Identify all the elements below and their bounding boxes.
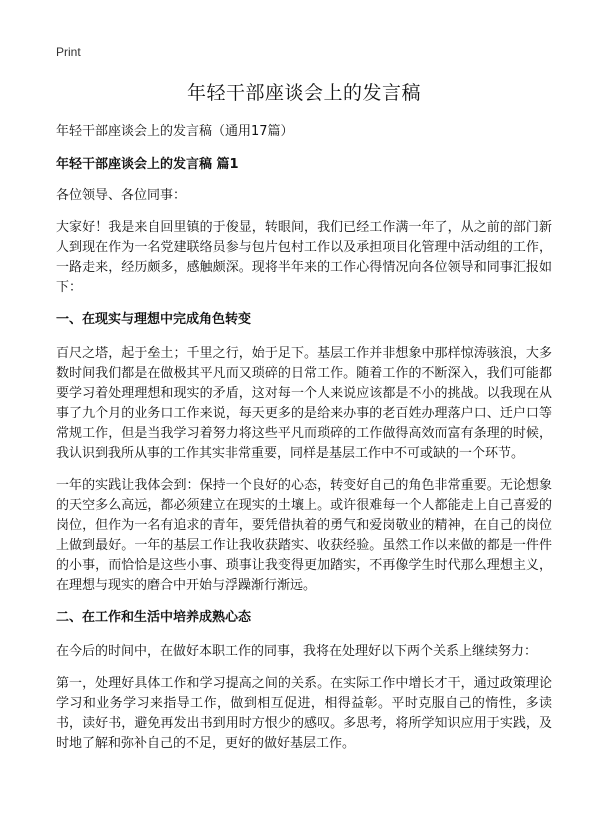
document-title: 年轻干部座谈会上的发言稿 (186, 82, 421, 104)
body-paragraph-3: 在今后的时间中，在做好本职工作的同事，我将在处理好以下两个关系上继续努力： (56, 644, 538, 659)
heading-mature-mindset: 二、在工作和生活中培养成熟心态 (56, 610, 252, 625)
print-label[interactable]: Print (56, 45, 81, 59)
greeting-paragraph: 各位领导、各位同事： (56, 188, 187, 203)
section-title: 年轻干部座谈会上的发言稿 篇1 (56, 157, 239, 172)
heading-role-change: 一、在现实与理想中完成角色转变 (56, 312, 252, 327)
body-paragraph-4: 第一，处理好具体工作和学习提高之间的关系。在实际工作中增长才干，通过政策理论学习和业务学习来指导工作，做到相互促进，相得益彰。平时克服自己的惰性，多读书，读好书，避免再发出书到用时方恨少的感叹。多思考，将所学知识应用于实践，及时地了解和弥补自己的不足，更好的做好基层工作。 (56, 676, 552, 751)
intro-paragraph: 大家好！我是来自回里镇的于俊显，转眼间，我们已经工作满一年了，从之前的部门新人到现在作为一名党建联络员参与包片包村工作以及承担项目化管理中活动组的工作，一路走来，经历颇多，感触颇深。现将半年来的工作心得情况向各位领导和同事汇报如下： (56, 220, 552, 295)
document-subtitle: 年轻干部座谈会上的发言稿（通用17篇） (56, 124, 294, 139)
body-paragraph-2: 一年的实践让我体会到：保持一个良好的心态，转变好自己的角色非常重要。无论想象的天空多么高远，都必须建立在现实的土壤上。或许很难每一个人都能走上自己喜爱的岗位，但作为一名有追求的青年，要凭借执着的勇气和爱岗敬业的精神，在自己的岗位上做到最好。一年的基层工作让我收获踏实、收获经验。虽然工作以来做的都是一件件的小事，而恰恰是这些小事、琐事让我变得更加踏实，不再像学生时代那么理想主义，在理想与现实的磨合中开始与浮躁渐行渐远。 (56, 478, 552, 593)
body-paragraph-1: 百尺之塔，起于垒土；千里之行，始于足下。基层工作并非想象中那样惊涛骇浪，大多数时间我们都是在做极其平凡而又琐碎的日常工作。随着工作的不断深入，我们可能都要学习着处理理想和现实的矛盾，这对每一个人来说应该都是不小的挑战。以我现在从事了九个月的业务口工作来说，每天更多的是给来办事的老百姓办理落户口、迁户口等常规工作，但是当我学习着努力将这些平凡而琐碎的工作做得高效而富有条理的时候，我认识到我所从事的工作其实非常重要，同样是基层工作中不可或缺的一个环节。 (56, 346, 552, 461)
